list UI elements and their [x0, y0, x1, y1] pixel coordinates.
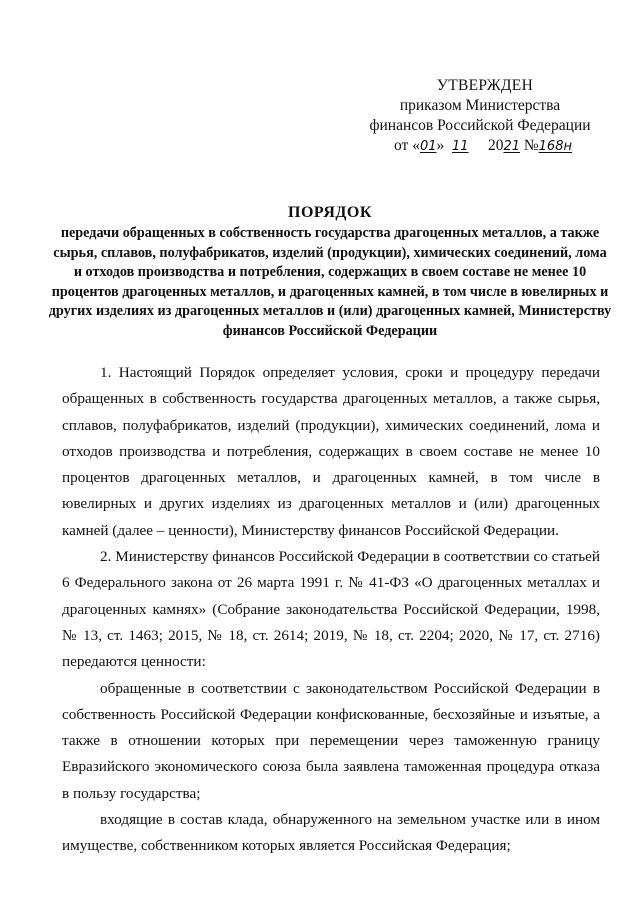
handwritten-day: 01 — [419, 139, 437, 154]
paragraph-3: обращенные в соответствии с законодательством Российской Федерации в собственность Российской Федерации конфискованные, бесхозяйные и изъятые, а также в отношении которых при перемещении через таможенную границу Евразийского экономического союза была заявлена таможенная процедура отказа в пользу государства; — [62, 679, 600, 802]
document-subtitle: передачи обращенных в собственность государства драгоценных металлов, а также сырья, сплавов, полуфабрикатов, изделий (продукции), химических соединений, лома и отходов производства и потребления, содержащих в своем составе не менее 10 процентов драгоценных металлов, и драгоценных камней, в том числе в ювелирных и других изделиях из драгоценных металлов и (или) драгоценных камней, Министерству финансов Российской Федерации — [48, 225, 612, 339]
date-prefix: от « — [394, 137, 420, 154]
document-heading — [40, 202, 620, 341]
document-body — [62, 360, 600, 860]
paragraph-4: входящие в состав клада, обнаруженного на земельном участке или в ином имуществе, собственником которых является Российская Федерация; — [62, 811, 600, 855]
paragraph-2: 2. Министерству финансов Российской Федерации в соответствии со статьей 6 Федерального закона от 26 марта 1991 г. № 41-ФЗ «О драгоценных металлах и драгоценных камнях» (Собрание законодательства Российской Федерации, 1998, № 13, ст. 1463; 2015, № 18, ст. 2614; 2019, № 18, ст. 2204; 2020, № 17, ст. 2716) передаются ценности: — [62, 548, 600, 671]
number-label: № — [523, 137, 539, 154]
year-prefix: 20 — [487, 137, 504, 154]
approval-line-2: финансов Российской Федерации — [369, 117, 591, 134]
handwritten-number: 168н — [538, 139, 572, 154]
approval-stamp — [360, 76, 600, 157]
approval-line-1: приказом Министерства — [399, 97, 561, 114]
approval-title: УТВЕРЖДЕН — [436, 77, 534, 94]
paragraph-1: 1. Настоящий Порядок определяет условия, сроки и процедуру передачи обращенных в собственность государства драгоценных металлов, а также сырья, сплавов, полуфабрикатов, изделий (продукции), химических соединений, лома и отходов производства и потребления, содержащих в своем составе не менее 10 процентов драгоценных металлов, и драгоценных камней, в том числе в ювелирных и других изделиях из драгоценных металлов и (или) драгоценных камней (далее – ценности), Министерству финансов Российской Федерации. — [62, 364, 600, 539]
document-title: ПОРЯДОК — [288, 204, 372, 221]
date-mid: » — [436, 137, 445, 154]
handwritten-year: 21 — [503, 139, 520, 154]
handwritten-month: 11 — [452, 139, 469, 154]
approval-dateline — [366, 136, 600, 157]
